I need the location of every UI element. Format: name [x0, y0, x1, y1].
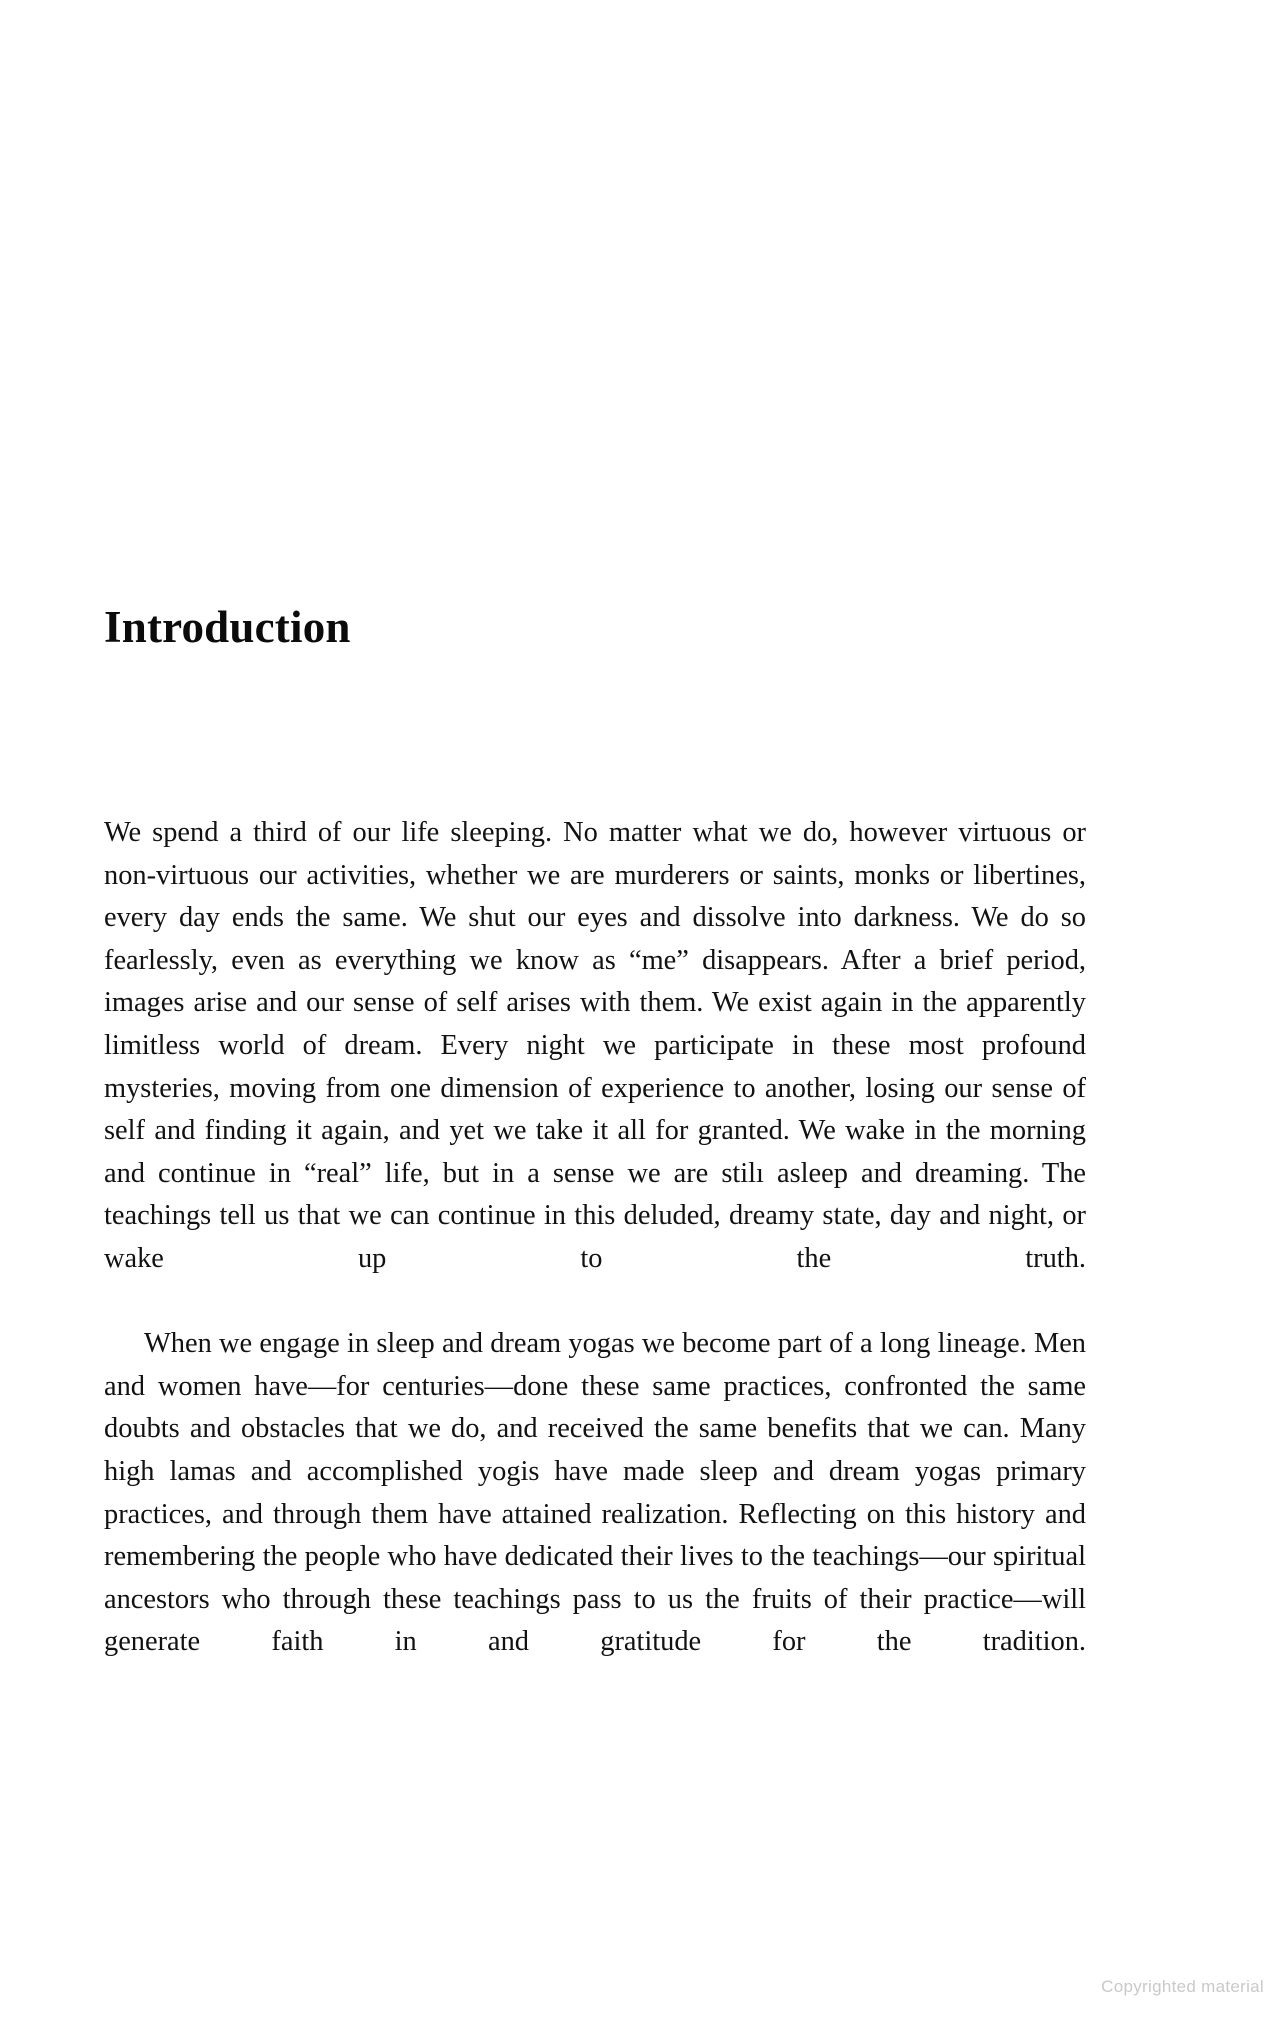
paragraph-1: We spend a third of our life sleeping. No matter what we do, however virtuous or non-virtuous our activities, whether we are murderers or saints, monks or libertines, every day ends the same. We shut our eyes and dissolve into darkness. We do so fearlessly, even as everything we know as “me” disappears. After a brief period, images arise and our sense of self arises with them. We exist again in the apparently limitless world of dream. Every night we participate in these most profound mysteries, moving from one dimension of experience to another, losing our sense of self and finding it again, and yet we take it all for granted. We wake in the morning and continue in “real” life, but in a sense we are stilı asleep and dreaming. The teachings tell us that we can continue in this deluded, dreamy state, day and night, or wake up to the truth. — [104, 817, 1086, 1274]
body-text-block — [104, 812, 1086, 1706]
copyright-watermark: Copyrighted material — [1101, 1977, 1264, 1996]
paragraph-2: When we engage in sleep and dream yogas we become part of a long lineage. Men and women have—for centuries—done these same practices, confronted the same doubts and obstacles that we do, and received the same benefits that we can. Many high lamas and accomplished yogis have made sleep and dream yogas primary practices, and through them have attained realization. Reflecting on this history and remembering the people who have dedicated their lives to the teachings—our spiritual ancestors who through these teachings pass to us the fruits of their practice—will generate faith in and gratitude for the tradition. — [104, 1328, 1086, 1658]
page-title: Introduction — [104, 602, 351, 652]
